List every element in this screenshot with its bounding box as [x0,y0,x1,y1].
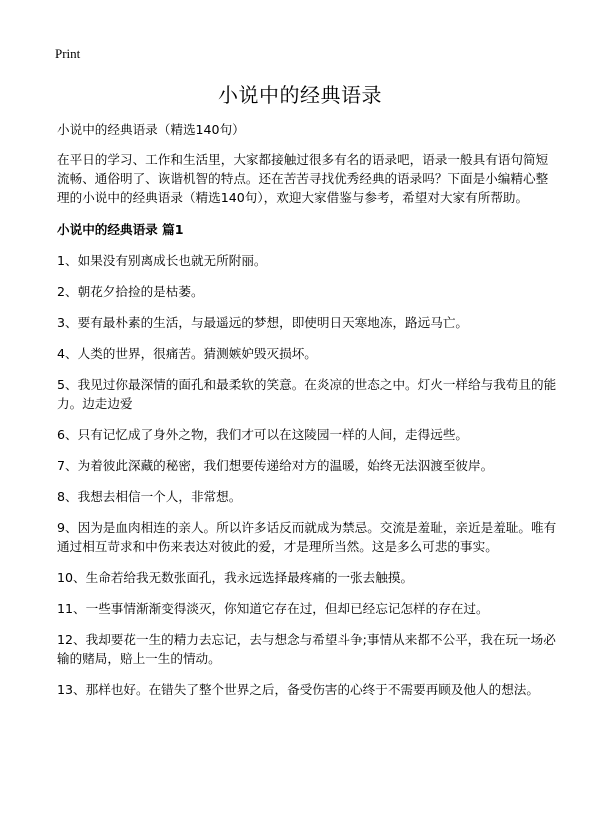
intro-paragraph: 在平日的学习、工作和生活里，大家都接触过很多有名的语录吧，语录一般具有语句简短流畅、通俗明了、诙谐机智的特点。还在苦苦寻找优秀经典的语录吗？下面是小编精心整理的小说中的经典语录（精选140句），欢迎大家借鉴与参考，希望对大家有所帮助。 [57,152,549,205]
quote-item: 1、如果没有别离成长也就无所附丽。 [57,253,267,268]
print-link[interactable]: Print [55,46,81,61]
quote-item: 12、我却要花一生的精力去忘记，去与想念与希望斗争;事情从来都不公平，我在玩一场必输的赌局，赔上一生的情动。 [57,632,556,666]
document-subtitle: 小说中的经典语录（精选140句） [57,122,245,137]
quote-item: 9、因为是血肉相连的亲人。所以许多话反而就成为禁忌。交流是羞耻，亲近是羞耻。唯有通过相互苛求和中伤来表达对彼此的爱，才是理所当然。这是多么可悲的事实。 [57,520,557,554]
quote-item: 10、生命若给我无数张面孔，我永远选择最疼痛的一张去触摸。 [57,570,414,585]
quote-item: 13、那样也好。在错失了整个世界之后，备受伤害的心终于不需要再顾及他人的想法。 [57,682,539,697]
quote-list [57,251,557,699]
quote-item: 8、我想去相信一个人，非常想。 [57,489,242,504]
section-heading: 小说中的经典语录 篇1 [57,222,184,237]
document-body [57,120,557,711]
quote-item: 7、为着彼此深藏的秘密，我们想要传递给对方的温暖，始终无法泅渡至彼岸。 [57,458,494,473]
quote-item: 6、只有记忆成了身外之物，我们才可以在这陵园一样的人间，走得远些。 [57,427,469,442]
quote-item: 5、我见过你最深情的面孔和最柔软的笑意。在炎凉的世态之中。灯火一样给与我苟且的能力。边走边爱 [57,377,557,411]
quote-item: 3、要有最朴素的生活，与最遥远的梦想，即使明日天寒地冻，路远马亡。 [57,315,469,330]
quote-item: 4、人类的世界，很痛苦。猜测嫉妒毁灭损坏。 [57,346,317,361]
quote-item: 11、一些事情渐渐变得淡灭，你知道它存在过，但却已经忘记怎样的存在过。 [57,601,489,616]
page-title: 小说中的经典语录 [218,83,382,107]
quote-item: 2、朝花夕拾捡的是枯萎。 [57,284,204,299]
